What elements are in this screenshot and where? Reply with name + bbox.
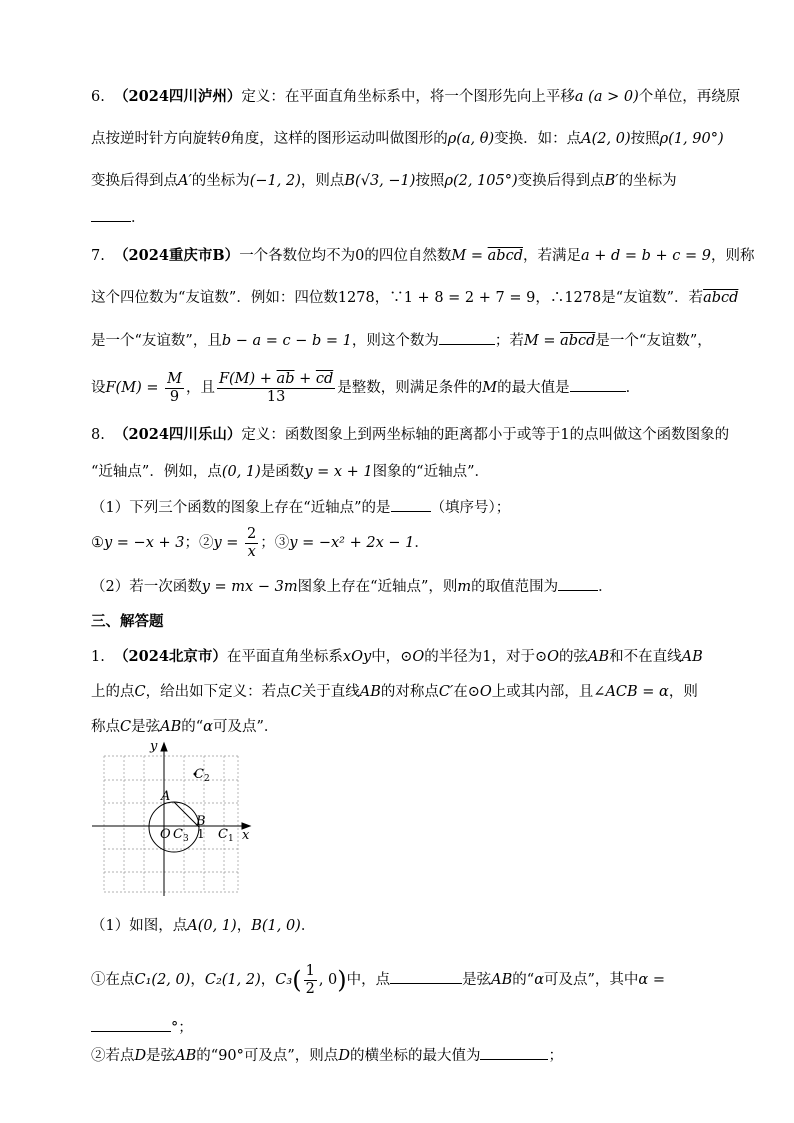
p1-sub1-item2: ②若点D是弦AB的“90°可及点”，则点D的横坐标的最大值为 ； — [91, 1045, 563, 1066]
label-b: B — [196, 814, 206, 829]
question-source-tag: （2024北京市） — [114, 648, 227, 665]
axes — [92, 743, 250, 896]
label-c3: $C_3$ — [173, 827, 189, 844]
answer-blank[interactable] — [570, 377, 626, 392]
q8-line-4: ①y = −x + 3；②y = $\frac{2}{x}$ ；③y = −x² + 2x − 1． — [91, 525, 429, 560]
question-number: 1. — [91, 649, 105, 665]
grid — [104, 756, 238, 892]
label-a: A — [161, 789, 171, 804]
q6-line-4: ． — [91, 207, 146, 228]
p1-line-1: 1. （2024北京市）在平面直角坐标系xOy中，⊙O的半径为1，对于⊙O的弦AB和不在直线AB — [91, 648, 703, 665]
q6-line-1: 6. （2024四川泸州）定义：在平面直角坐标系中，将一个图形先向上平移a (a > 0)个单位，再绕原 — [91, 88, 741, 105]
p1-line-3: 称点C是弦AB的“α可及点”． — [91, 719, 279, 735]
section-heading: 三、解答题 — [91, 613, 164, 630]
question-source-tag: （2024四川泸州） — [114, 88, 242, 105]
coordinate-figure — [90, 736, 260, 896]
q6-line-3: 变换后得到点A′的坐标为(−1, 2)，则点B(√3, −1)按照ρ(2, 105°)变换后得到点B′的坐标为 — [91, 173, 677, 189]
q8-line-1: 8. （2024四川乐山）定义：函数图象上到两坐标轴的距离都小于或等于1的点叫做这个函数图象的 — [91, 426, 730, 443]
label-one: 1 — [197, 827, 205, 841]
answer-blank[interactable] — [391, 497, 431, 512]
p1-sub1-item1: ①在点C₁(2, 0)，C₂(1, 2)，C₃( $\frac{1}{2}$ , 0)中，点 是弦AB的“α可及点”，其中α = — [91, 962, 665, 997]
q6-line-2: 点按逆时针方向旋转θ角度，这样的图形运动叫做图形的ρ(a, θ)变换．如：点A(2, 0)按照ρ(1, 90°) — [91, 131, 724, 147]
q7-line-1: 7. （2024重庆市B）一个各数位均不为0的四位自然数M = abcd，若满足a + d = b + c = 9，则称 — [91, 247, 755, 264]
label-c1: $C_1$ — [218, 827, 234, 844]
answer-blank[interactable] — [480, 1045, 548, 1060]
q7-line-2: 这个四位数为“友谊数”．例如：四位数1278，∵1 + 8 = 2 + 7 = 9，∴1278是“友谊数”．若abcd — [91, 290, 739, 306]
y-axis-label: y — [150, 739, 158, 754]
question-number: 7. — [91, 248, 105, 264]
answer-blank[interactable] — [558, 576, 598, 591]
q8-line-2: “近轴点”．例如，点(0, 1)是函数y = x + 1图象的“近轴点”． — [91, 464, 489, 480]
answer-blank[interactable] — [390, 969, 462, 984]
p1-line-2: 上的点C，给出如下定义：若点C关于直线AB的对称点C′在⊙O上或其内部，且∠ACB = α，则 — [91, 684, 698, 700]
question-number: 6. — [91, 89, 105, 105]
fraction: $\frac{2}{x}$ — [247, 525, 257, 560]
q7-line-3: 是一个“友谊数”，且b − a = c − b = 1，则这个数为 ；若M = abcd是一个“友谊数”， — [91, 330, 712, 351]
q7-line-4: 设F(M) = $\frac{M}{9}$ ，且 $\frac{F(M) + \overline{ab} + \overline{cd}}{13}$ 是整数，则满足条件的M的最大值是 ． — [91, 370, 641, 405]
q8-line-5: （2）若一次函数y = mx − 3m图象上存在“近轴点”，则m的取值范围为 ． — [91, 576, 613, 597]
question-source-tag: （2024重庆市B） — [114, 247, 240, 264]
p1-sub1: （1）如图，点A(0, 1)，B(1, 0)． — [91, 918, 316, 934]
question-source-tag: （2024四川乐山） — [114, 426, 242, 443]
answer-blank[interactable] — [439, 330, 495, 345]
label-o: O — [160, 827, 171, 842]
fraction: $\frac{F(M) + \overline{ab} + \overline{cd}}{13}$ — [218, 370, 334, 405]
question-number: 8. — [91, 427, 105, 443]
q8-line-3: （1）下列三个函数的图象上存在“近轴点”的是 （填序号）； — [91, 497, 510, 518]
answer-blank[interactable] — [91, 207, 131, 222]
x-axis-label: x — [242, 828, 250, 843]
fraction: $\frac{1}{2}$ — [305, 962, 315, 997]
answer-blank[interactable] — [91, 1017, 171, 1032]
p1-sub1-item1-cont: °； — [91, 1017, 193, 1038]
fraction: $\frac{M}{9}$ — [167, 370, 182, 405]
label-c2: $C_2$ — [194, 767, 210, 784]
